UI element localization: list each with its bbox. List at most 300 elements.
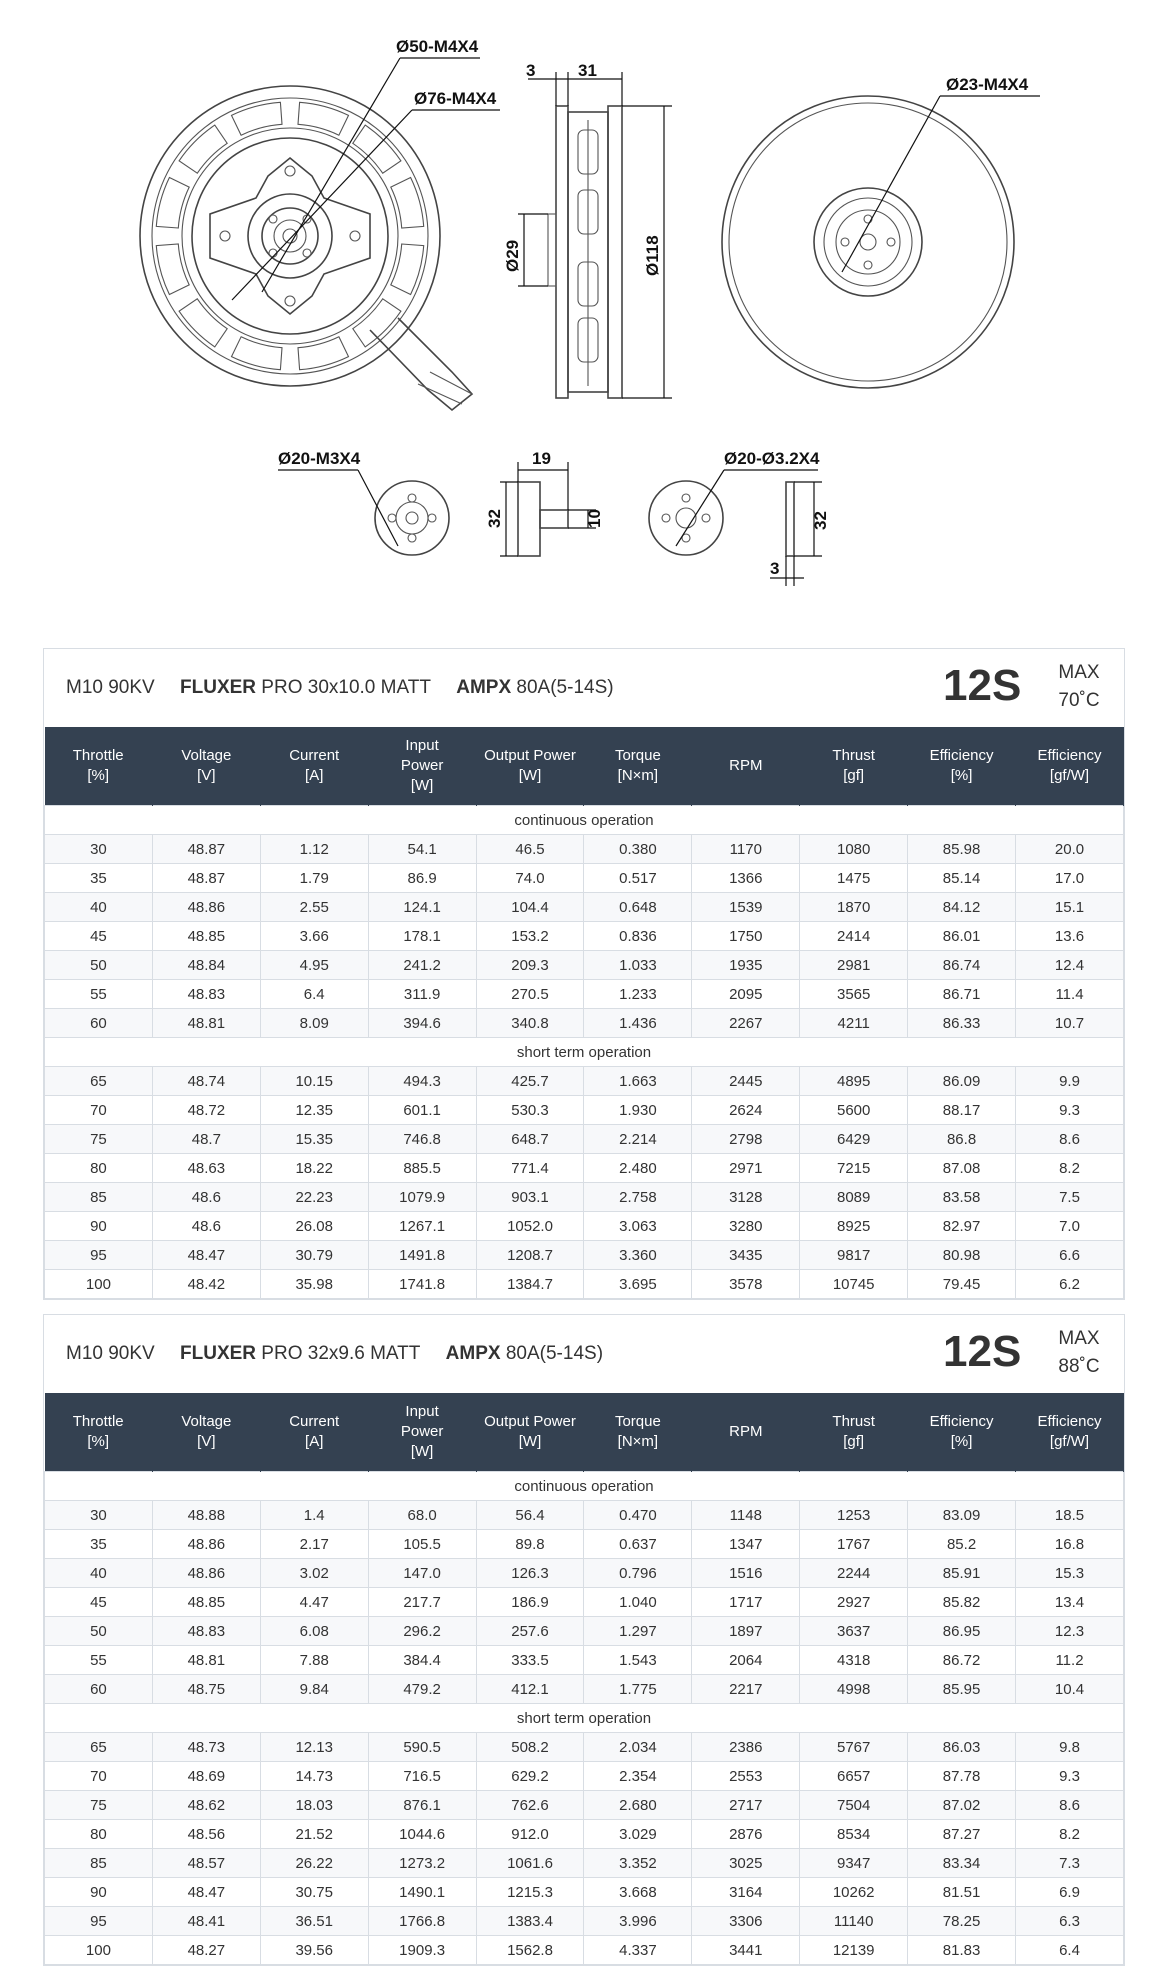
section-row xyxy=(45,1038,1124,1067)
table-cell: 85.82 xyxy=(908,1588,1016,1617)
table-cell: 30.79 xyxy=(260,1241,368,1270)
table-header-bar xyxy=(44,1315,1124,1393)
table-cell: 1909.3 xyxy=(368,1936,476,1965)
table-cell: 95 xyxy=(45,1241,153,1270)
table-cell: 86.9 xyxy=(368,864,476,893)
table-cell: 6.9 xyxy=(1016,1878,1124,1907)
table-cell: 0.517 xyxy=(584,864,692,893)
table-cell: 1.12 xyxy=(260,835,368,864)
table-cell: 2.758 xyxy=(584,1183,692,1212)
table-cell: 12.4 xyxy=(1016,951,1124,980)
table-cell: 15.3 xyxy=(1016,1559,1124,1588)
dim-label-d76: Ø76-M4X4 xyxy=(414,89,497,108)
table-cell: 2.480 xyxy=(584,1154,692,1183)
table-cell: 9.3 xyxy=(1016,1762,1124,1791)
table-cell: 1490.1 xyxy=(368,1878,476,1907)
table-cell: 68.0 xyxy=(368,1501,476,1530)
table-row xyxy=(45,1154,1124,1183)
max-label: MAX xyxy=(1058,662,1100,683)
table-cell: 648.7 xyxy=(476,1125,584,1154)
motor-front-view xyxy=(140,37,500,410)
table-cell: 876.1 xyxy=(368,1791,476,1820)
test-table-block-2 xyxy=(43,1314,1125,1966)
table-row xyxy=(45,1617,1124,1646)
table-cell: 48.69 xyxy=(152,1762,260,1791)
section-title: continuous operation xyxy=(45,1472,1124,1501)
table-cell: 5600 xyxy=(800,1096,908,1125)
table-cell: 20.0 xyxy=(1016,835,1124,864)
table-cell: 12.3 xyxy=(1016,1617,1124,1646)
table-cell: 1516 xyxy=(692,1559,800,1588)
table-cell: 394.6 xyxy=(368,1009,476,1038)
column-header: Efficiency [gf/W] xyxy=(1016,1393,1124,1472)
column-header: Efficiency [gf/W] xyxy=(1016,727,1124,806)
table-cell: 1.930 xyxy=(584,1096,692,1125)
table-cell: 6.3 xyxy=(1016,1907,1124,1936)
table-cell: 3435 xyxy=(692,1241,800,1270)
table-cell: 3.360 xyxy=(584,1241,692,1270)
table-cell: 48.47 xyxy=(152,1878,260,1907)
table-cell: 8.6 xyxy=(1016,1125,1124,1154)
adapter-side-view xyxy=(485,449,604,556)
table-cell: 14.73 xyxy=(260,1762,368,1791)
table-cell: 36.51 xyxy=(260,1907,368,1936)
column-header-row xyxy=(45,727,1124,806)
table-cell: 257.6 xyxy=(476,1617,584,1646)
table-cell: 2876 xyxy=(692,1820,800,1849)
table-cell: 5767 xyxy=(800,1733,908,1762)
dim-label-h10: 10 xyxy=(585,509,604,528)
table-cell: 1267.1 xyxy=(368,1212,476,1241)
table-cell: 1.297 xyxy=(584,1617,692,1646)
dim-label-d20m3: Ø20-M3X4 xyxy=(278,449,361,468)
table-cell: 105.5 xyxy=(368,1530,476,1559)
table-cell: 2244 xyxy=(800,1559,908,1588)
table-cell: 912.0 xyxy=(476,1820,584,1849)
max-label: MAX xyxy=(1058,1328,1100,1349)
dim-label-d23: Ø23-M4X4 xyxy=(946,75,1029,94)
column-header: RPM xyxy=(692,1393,800,1472)
table-cell: 70 xyxy=(45,1762,153,1791)
section-title: short term operation xyxy=(45,1038,1124,1067)
column-header: Throttle [%] xyxy=(45,727,153,806)
table-cell: 903.1 xyxy=(476,1183,584,1212)
table-cell: 2267 xyxy=(692,1009,800,1038)
table-cell: 3.029 xyxy=(584,1820,692,1849)
table-cell: 178.1 xyxy=(368,922,476,951)
table-cell: 86.74 xyxy=(908,951,1016,980)
table-cell: 85 xyxy=(45,1849,153,1878)
table-cell: 48.84 xyxy=(152,951,260,980)
table-cell: 8089 xyxy=(800,1183,908,1212)
table-cell: 30 xyxy=(45,835,153,864)
table-cell: 8.6 xyxy=(1016,1791,1124,1820)
table-cell: 88.17 xyxy=(908,1096,1016,1125)
table-cell: 1.4 xyxy=(260,1501,368,1530)
table-cell: 84.12 xyxy=(908,893,1016,922)
table-cell: 1.775 xyxy=(584,1675,692,1704)
table-cell: 1215.3 xyxy=(476,1878,584,1907)
table-cell: 1.233 xyxy=(584,980,692,1009)
table-cell: 4318 xyxy=(800,1646,908,1675)
dim-label-w19: 19 xyxy=(532,449,551,468)
table-cell: 80 xyxy=(45,1820,153,1849)
table-cell: 1.040 xyxy=(584,1588,692,1617)
table-row xyxy=(45,1501,1124,1530)
table-cell: 10262 xyxy=(800,1878,908,1907)
esc-model: 80A(5-14S) xyxy=(516,677,614,698)
table-cell: 1148 xyxy=(692,1501,800,1530)
table-cell: 11140 xyxy=(800,1907,908,1936)
table-row xyxy=(45,951,1124,980)
table-cell: 48.86 xyxy=(152,1530,260,1559)
table-cell: 4211 xyxy=(800,1009,908,1038)
table-cell: 87.02 xyxy=(908,1791,1016,1820)
technical-drawing xyxy=(0,0,1160,600)
table-cell: 65 xyxy=(45,1733,153,1762)
table-cell: 15.1 xyxy=(1016,893,1124,922)
table-cell: 746.8 xyxy=(368,1125,476,1154)
max-temp-value: 70˚C xyxy=(1058,690,1100,711)
table-cell: 2217 xyxy=(692,1675,800,1704)
dim-label-w3: 3 xyxy=(526,61,536,80)
table-cell: 3.996 xyxy=(584,1907,692,1936)
table-row xyxy=(45,1878,1124,1907)
prop-model: PRO 32x9.6 MATT xyxy=(261,1343,421,1364)
table-cell: 74.0 xyxy=(476,864,584,893)
table-cell: 1253 xyxy=(800,1501,908,1530)
table-cell: 1491.8 xyxy=(368,1241,476,1270)
motor-back-view xyxy=(722,75,1040,388)
dim-label-w31: 31 xyxy=(578,61,597,80)
cell-count: 12S xyxy=(943,661,1022,710)
table-cell: 2624 xyxy=(692,1096,800,1125)
table-cell: 2386 xyxy=(692,1733,800,1762)
table-cell: 10.15 xyxy=(260,1067,368,1096)
dim-label-d29: Ø29 xyxy=(503,239,522,272)
esc-brand: AMPX xyxy=(445,1343,501,1364)
table-cell: 1208.7 xyxy=(476,1241,584,1270)
performance-table xyxy=(44,727,1124,1299)
table-cell: 1717 xyxy=(692,1588,800,1617)
table-cell: 270.5 xyxy=(476,980,584,1009)
table-cell: 87.27 xyxy=(908,1820,1016,1849)
table-cell: 85.14 xyxy=(908,864,1016,893)
table-cell: 2414 xyxy=(800,922,908,951)
table-cell: 48.6 xyxy=(152,1212,260,1241)
table-cell: 8.2 xyxy=(1016,1820,1124,1849)
table-cell: 508.2 xyxy=(476,1733,584,1762)
table-cell: 1061.6 xyxy=(476,1849,584,1878)
table-cell: 18.22 xyxy=(260,1154,368,1183)
table-cell: 6657 xyxy=(800,1762,908,1791)
table-cell: 87.78 xyxy=(908,1762,1016,1791)
table-cell: 3128 xyxy=(692,1183,800,1212)
table-cell: 3441 xyxy=(692,1936,800,1965)
table-cell: 3.668 xyxy=(584,1878,692,1907)
table-cell: 1.663 xyxy=(584,1067,692,1096)
table-cell: 26.08 xyxy=(260,1212,368,1241)
table-row xyxy=(45,1270,1124,1299)
table-cell: 3.66 xyxy=(260,922,368,951)
table-cell: 2981 xyxy=(800,951,908,980)
column-header-row xyxy=(45,1393,1124,1472)
table-cell: 83.09 xyxy=(908,1501,1016,1530)
dim-label-h32a: 32 xyxy=(485,509,504,528)
table-cell: 50 xyxy=(45,951,153,980)
table-cell: 86.71 xyxy=(908,980,1016,1009)
table-cell: 60 xyxy=(45,1009,153,1038)
table-cell: 12.35 xyxy=(260,1096,368,1125)
table-cell: 48.81 xyxy=(152,1646,260,1675)
adapter-front-view xyxy=(278,449,449,555)
table-row xyxy=(45,1849,1124,1878)
table-cell: 7.0 xyxy=(1016,1212,1124,1241)
table-cell: 771.4 xyxy=(476,1154,584,1183)
table-row xyxy=(45,1820,1124,1849)
table-cell: 50 xyxy=(45,1617,153,1646)
table-cell: 89.8 xyxy=(476,1530,584,1559)
table-row xyxy=(45,1559,1124,1588)
setup-spec xyxy=(66,1343,623,1365)
table-cell: 35.98 xyxy=(260,1270,368,1299)
section-row xyxy=(45,1704,1124,1733)
table-row xyxy=(45,1530,1124,1559)
table-cell: 9.9 xyxy=(1016,1067,1124,1096)
stator-slot xyxy=(179,125,227,173)
table-row xyxy=(45,1791,1124,1820)
table-cell: 241.2 xyxy=(368,951,476,980)
table-cell: 6.4 xyxy=(1016,1936,1124,1965)
table-cell: 21.52 xyxy=(260,1820,368,1849)
table-cell: 1475 xyxy=(800,864,908,893)
table-cell: 2064 xyxy=(692,1646,800,1675)
table-cell: 1741.8 xyxy=(368,1270,476,1299)
table-cell: 17.0 xyxy=(1016,864,1124,893)
table-cell: 40 xyxy=(45,893,153,922)
esc-model: 80A(5-14S) xyxy=(505,1343,604,1364)
table-cell: 601.1 xyxy=(368,1096,476,1125)
test-table-block-1 xyxy=(43,648,1125,1300)
table-row xyxy=(45,864,1124,893)
column-header: Thrust [gf] xyxy=(800,727,908,806)
table-cell: 26.22 xyxy=(260,1849,368,1878)
table-row xyxy=(45,1675,1124,1704)
column-header: Current [A] xyxy=(260,727,368,806)
table-cell: 8.09 xyxy=(260,1009,368,1038)
dim-label-d50: Ø50-M4X4 xyxy=(396,37,479,56)
table-cell: 2095 xyxy=(692,980,800,1009)
table-row xyxy=(45,1183,1124,1212)
table-cell: 85.91 xyxy=(908,1559,1016,1588)
table-cell: 70 xyxy=(45,1096,153,1125)
table-cell: 6.2 xyxy=(1016,1270,1124,1299)
table-row xyxy=(45,1936,1124,1965)
table-cell: 0.380 xyxy=(584,835,692,864)
table-cell: 3.695 xyxy=(584,1270,692,1299)
max-temperature xyxy=(1049,659,1109,715)
table-cell: 3565 xyxy=(800,980,908,1009)
column-header: Throttle [%] xyxy=(45,1393,153,1472)
dim-label-d118: Ø118 xyxy=(643,235,662,276)
column-header: Torque [N×m] xyxy=(584,1393,692,1472)
table-cell: 86.03 xyxy=(908,1733,1016,1762)
table-cell: 48.87 xyxy=(152,835,260,864)
setup-spec xyxy=(66,677,634,699)
performance-table xyxy=(44,1393,1124,1965)
table-cell: 83.34 xyxy=(908,1849,1016,1878)
table-cell: 1.436 xyxy=(584,1009,692,1038)
table-cell: 3637 xyxy=(800,1617,908,1646)
stator-slot xyxy=(353,299,401,347)
table-cell: 2717 xyxy=(692,1791,800,1820)
table-cell: 2.214 xyxy=(584,1125,692,1154)
table-cell: 2.680 xyxy=(584,1791,692,1820)
table-cell: 104.4 xyxy=(476,893,584,922)
table-cell: 2927 xyxy=(800,1588,908,1617)
table-cell: 48.75 xyxy=(152,1675,260,1704)
table-cell: 1052.0 xyxy=(476,1212,584,1241)
table-cell: 30 xyxy=(45,1501,153,1530)
table-row xyxy=(45,980,1124,1009)
table-cell: 85.98 xyxy=(908,835,1016,864)
table-cell: 35 xyxy=(45,1530,153,1559)
table-cell: 4998 xyxy=(800,1675,908,1704)
table-cell: 8534 xyxy=(800,1820,908,1849)
column-header: Efficiency [%] xyxy=(908,1393,1016,1472)
table-cell: 124.1 xyxy=(368,893,476,922)
table-cell: 1079.9 xyxy=(368,1183,476,1212)
table-cell: 79.45 xyxy=(908,1270,1016,1299)
max-temperature xyxy=(1049,1325,1109,1381)
table-cell: 209.3 xyxy=(476,951,584,980)
table-cell: 1273.2 xyxy=(368,1849,476,1878)
table-cell: 48.62 xyxy=(152,1791,260,1820)
table-row xyxy=(45,1733,1124,1762)
table-cell: 75 xyxy=(45,1791,153,1820)
table-cell: 8.2 xyxy=(1016,1154,1124,1183)
table-cell: 479.2 xyxy=(368,1675,476,1704)
table-cell: 45 xyxy=(45,922,153,951)
table-cell: 9347 xyxy=(800,1849,908,1878)
table-row xyxy=(45,1125,1124,1154)
table-cell: 85.2 xyxy=(908,1530,1016,1559)
table-cell: 126.3 xyxy=(476,1559,584,1588)
table-cell: 48.85 xyxy=(152,1588,260,1617)
table-cell: 1383.4 xyxy=(476,1907,584,1936)
dim-label-h32b: 32 xyxy=(811,511,830,530)
table-cell: 18.03 xyxy=(260,1791,368,1820)
table-cell: 48.57 xyxy=(152,1849,260,1878)
table-cell: 1170 xyxy=(692,835,800,864)
table-cell: 1384.7 xyxy=(476,1270,584,1299)
section-row xyxy=(45,1472,1124,1501)
table-row xyxy=(45,1009,1124,1038)
table-cell: 86.72 xyxy=(908,1646,1016,1675)
motor-name: M10 90KV xyxy=(66,1343,155,1364)
table-cell: 8925 xyxy=(800,1212,908,1241)
table-row xyxy=(45,1646,1124,1675)
table-cell: 7215 xyxy=(800,1154,908,1183)
prop-brand: FLUXER xyxy=(180,677,257,698)
table-cell: 1.79 xyxy=(260,864,368,893)
table-cell: 87.08 xyxy=(908,1154,1016,1183)
table-cell: 4895 xyxy=(800,1067,908,1096)
table-cell: 48.7 xyxy=(152,1125,260,1154)
motor-name: M10 90KV xyxy=(66,677,155,698)
table-cell: 48.86 xyxy=(152,1559,260,1588)
table-cell: 1539 xyxy=(692,893,800,922)
table-cell: 80 xyxy=(45,1154,153,1183)
table-cell: 1935 xyxy=(692,951,800,980)
table-cell: 4.337 xyxy=(584,1936,692,1965)
table-cell: 1750 xyxy=(692,922,800,951)
table-cell: 1044.6 xyxy=(368,1820,476,1849)
table-cell: 629.2 xyxy=(476,1762,584,1791)
table-cell: 0.648 xyxy=(584,893,692,922)
table-cell: 3.02 xyxy=(260,1559,368,1588)
table-row xyxy=(45,1907,1124,1936)
table-cell: 217.7 xyxy=(368,1588,476,1617)
table-cell: 6.4 xyxy=(260,980,368,1009)
table-cell: 2.17 xyxy=(260,1530,368,1559)
table-cell: 11.4 xyxy=(1016,980,1124,1009)
table-cell: 30.75 xyxy=(260,1878,368,1907)
table-cell: 78.25 xyxy=(908,1907,1016,1936)
table-cell: 48.85 xyxy=(152,922,260,951)
table-cell: 9.3 xyxy=(1016,1096,1124,1125)
table-header-bar xyxy=(44,649,1124,727)
table-cell: 3.352 xyxy=(584,1849,692,1878)
table-cell: 3025 xyxy=(692,1849,800,1878)
table-cell: 311.9 xyxy=(368,980,476,1009)
table-cell: 6.08 xyxy=(260,1617,368,1646)
table-cell: 39.56 xyxy=(260,1936,368,1965)
table-cell: 1766.8 xyxy=(368,1907,476,1936)
table-cell: 10.4 xyxy=(1016,1675,1124,1704)
table-cell: 48.56 xyxy=(152,1820,260,1849)
table-cell: 48.63 xyxy=(152,1154,260,1183)
table-cell: 86.8 xyxy=(908,1125,1016,1154)
table-cell: 1366 xyxy=(692,864,800,893)
column-header: Input Power [W] xyxy=(368,1393,476,1472)
esc-brand: AMPX xyxy=(456,677,512,698)
table-cell: 90 xyxy=(45,1878,153,1907)
column-header: Efficiency [%] xyxy=(908,727,1016,806)
column-header: Voltage [V] xyxy=(152,727,260,806)
table-cell: 48.47 xyxy=(152,1241,260,1270)
table-cell: 48.83 xyxy=(152,980,260,1009)
table-cell: 590.5 xyxy=(368,1733,476,1762)
table-cell: 100 xyxy=(45,1270,153,1299)
table-cell: 13.6 xyxy=(1016,922,1124,951)
table-cell: 55 xyxy=(45,980,153,1009)
table-cell: 3306 xyxy=(692,1907,800,1936)
table-cell: 186.9 xyxy=(476,1588,584,1617)
table-cell: 82.97 xyxy=(908,1212,1016,1241)
table-cell: 86.33 xyxy=(908,1009,1016,1038)
table-cell: 48.86 xyxy=(152,893,260,922)
table-cell: 296.2 xyxy=(368,1617,476,1646)
table-cell: 48.73 xyxy=(152,1733,260,1762)
table-cell: 7504 xyxy=(800,1791,908,1820)
section-title: continuous operation xyxy=(45,806,1124,835)
table-cell: 2971 xyxy=(692,1154,800,1183)
table-cell: 1897 xyxy=(692,1617,800,1646)
table-cell: 45 xyxy=(45,1588,153,1617)
table-cell: 48.87 xyxy=(152,864,260,893)
table-cell: 48.6 xyxy=(152,1183,260,1212)
